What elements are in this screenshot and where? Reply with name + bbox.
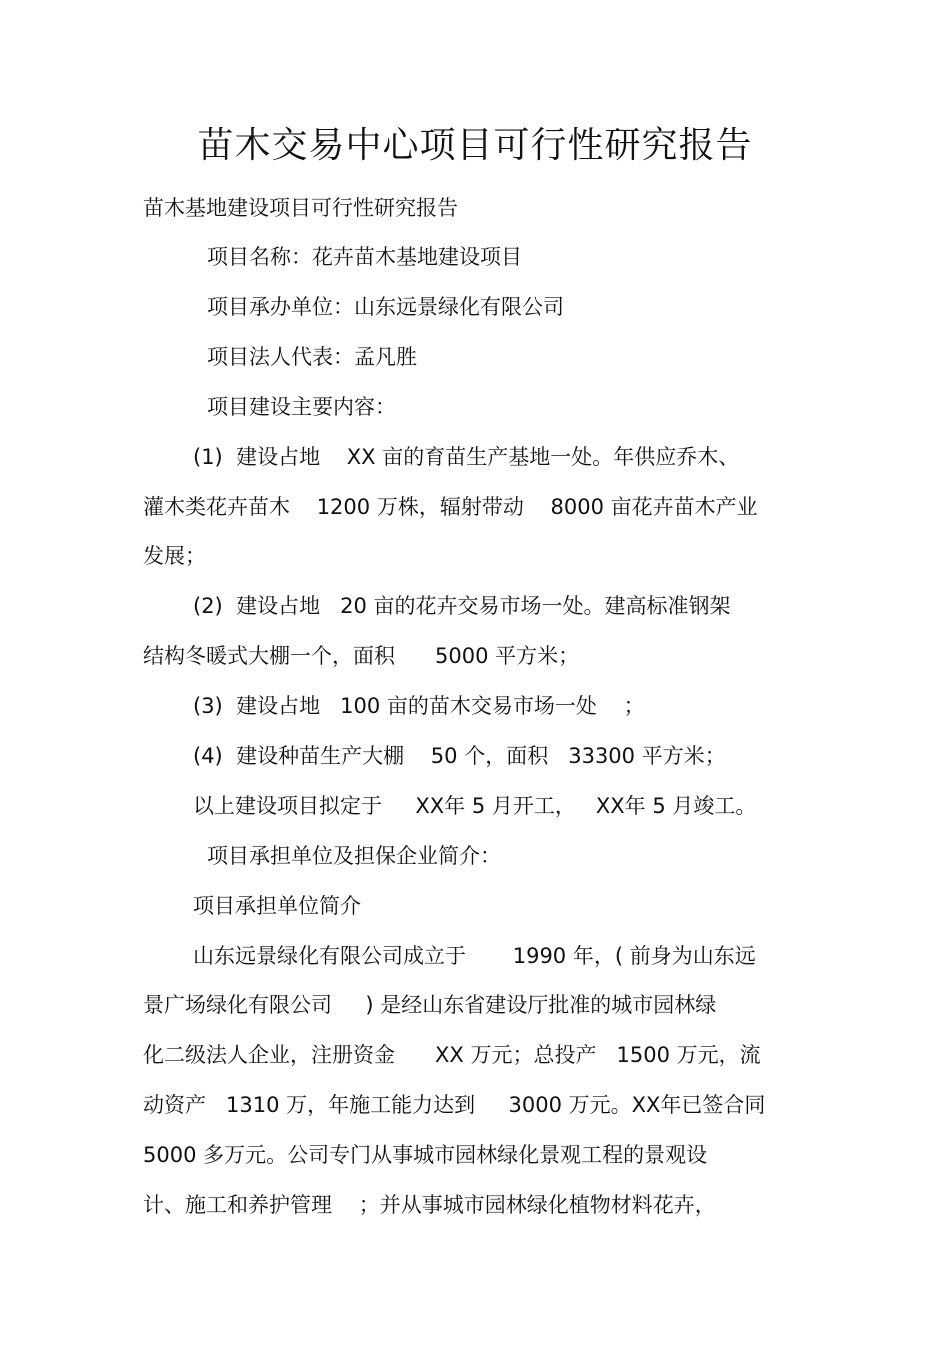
document-title: 苗木交易中心项目可行性研究报告 <box>197 125 753 166</box>
subtitle-line: 苗木基地建设项目可行性研究报告 <box>143 196 458 220</box>
body-line: 动资产 1310 万，年施工能力达到 3000 万元。XX年已签合同 <box>143 1093 766 1117</box>
body-line: 发展； <box>143 544 206 568</box>
body-line: (2) 建设占地 20 亩的花卉交易市场一处。建高标准钢架 <box>193 594 731 618</box>
legal-representative-line: 项目法人代表：孟凡胜 <box>207 345 417 369</box>
body-line: 灌木类花卉苗木 1200 万株，辐射带动 8000 亩花卉苗木产业 <box>143 495 758 519</box>
section-heading: 项目承担单位及担保企业简介： <box>207 844 501 868</box>
undertaking-unit-line: 项目承办单位：山东远景绿化有限公司 <box>207 295 564 319</box>
section-heading: 项目承担单位简介 <box>193 894 361 918</box>
body-line: 以上建设项目拟定于 XX年 5 月开工， XX年 5 月竣工。 <box>193 794 757 818</box>
body-line: 山东远景绿化有限公司成立于 1990 年，( 前身为山东远 <box>193 944 756 968</box>
body-line: 化二级法人企业，注册资金 XX 万元；总投产 1500 万元，流 <box>143 1043 761 1067</box>
body-line: 计、施工和养护管理 ；并从事城市园林绿化植物材料花卉， <box>143 1193 716 1217</box>
body-line: 结构冬暖式大棚一个，面积 5000 平方米； <box>143 644 580 668</box>
body-line: (1) 建设占地 XX 亩的育苗生产基地一处。年供应乔木、 <box>193 445 740 469</box>
body-line: 景广场绿化有限公司 ) 是经山东省建设厅批准的城市园林绿 <box>143 993 717 1017</box>
body-line: (4) 建设种苗生产大棚 50 个，面积 33300 平方米； <box>193 744 726 768</box>
body-line: (3) 建设占地 100 亩的苗木交易市场一处 ； <box>193 694 645 718</box>
construction-content-heading: 项目建设主要内容： <box>207 395 396 419</box>
body-line: 5000 多万元。公司专门从事城市园林绿化景观工程的景观设 <box>143 1143 708 1167</box>
project-name-line: 项目名称：花卉苗木基地建设项目 <box>207 245 522 269</box>
